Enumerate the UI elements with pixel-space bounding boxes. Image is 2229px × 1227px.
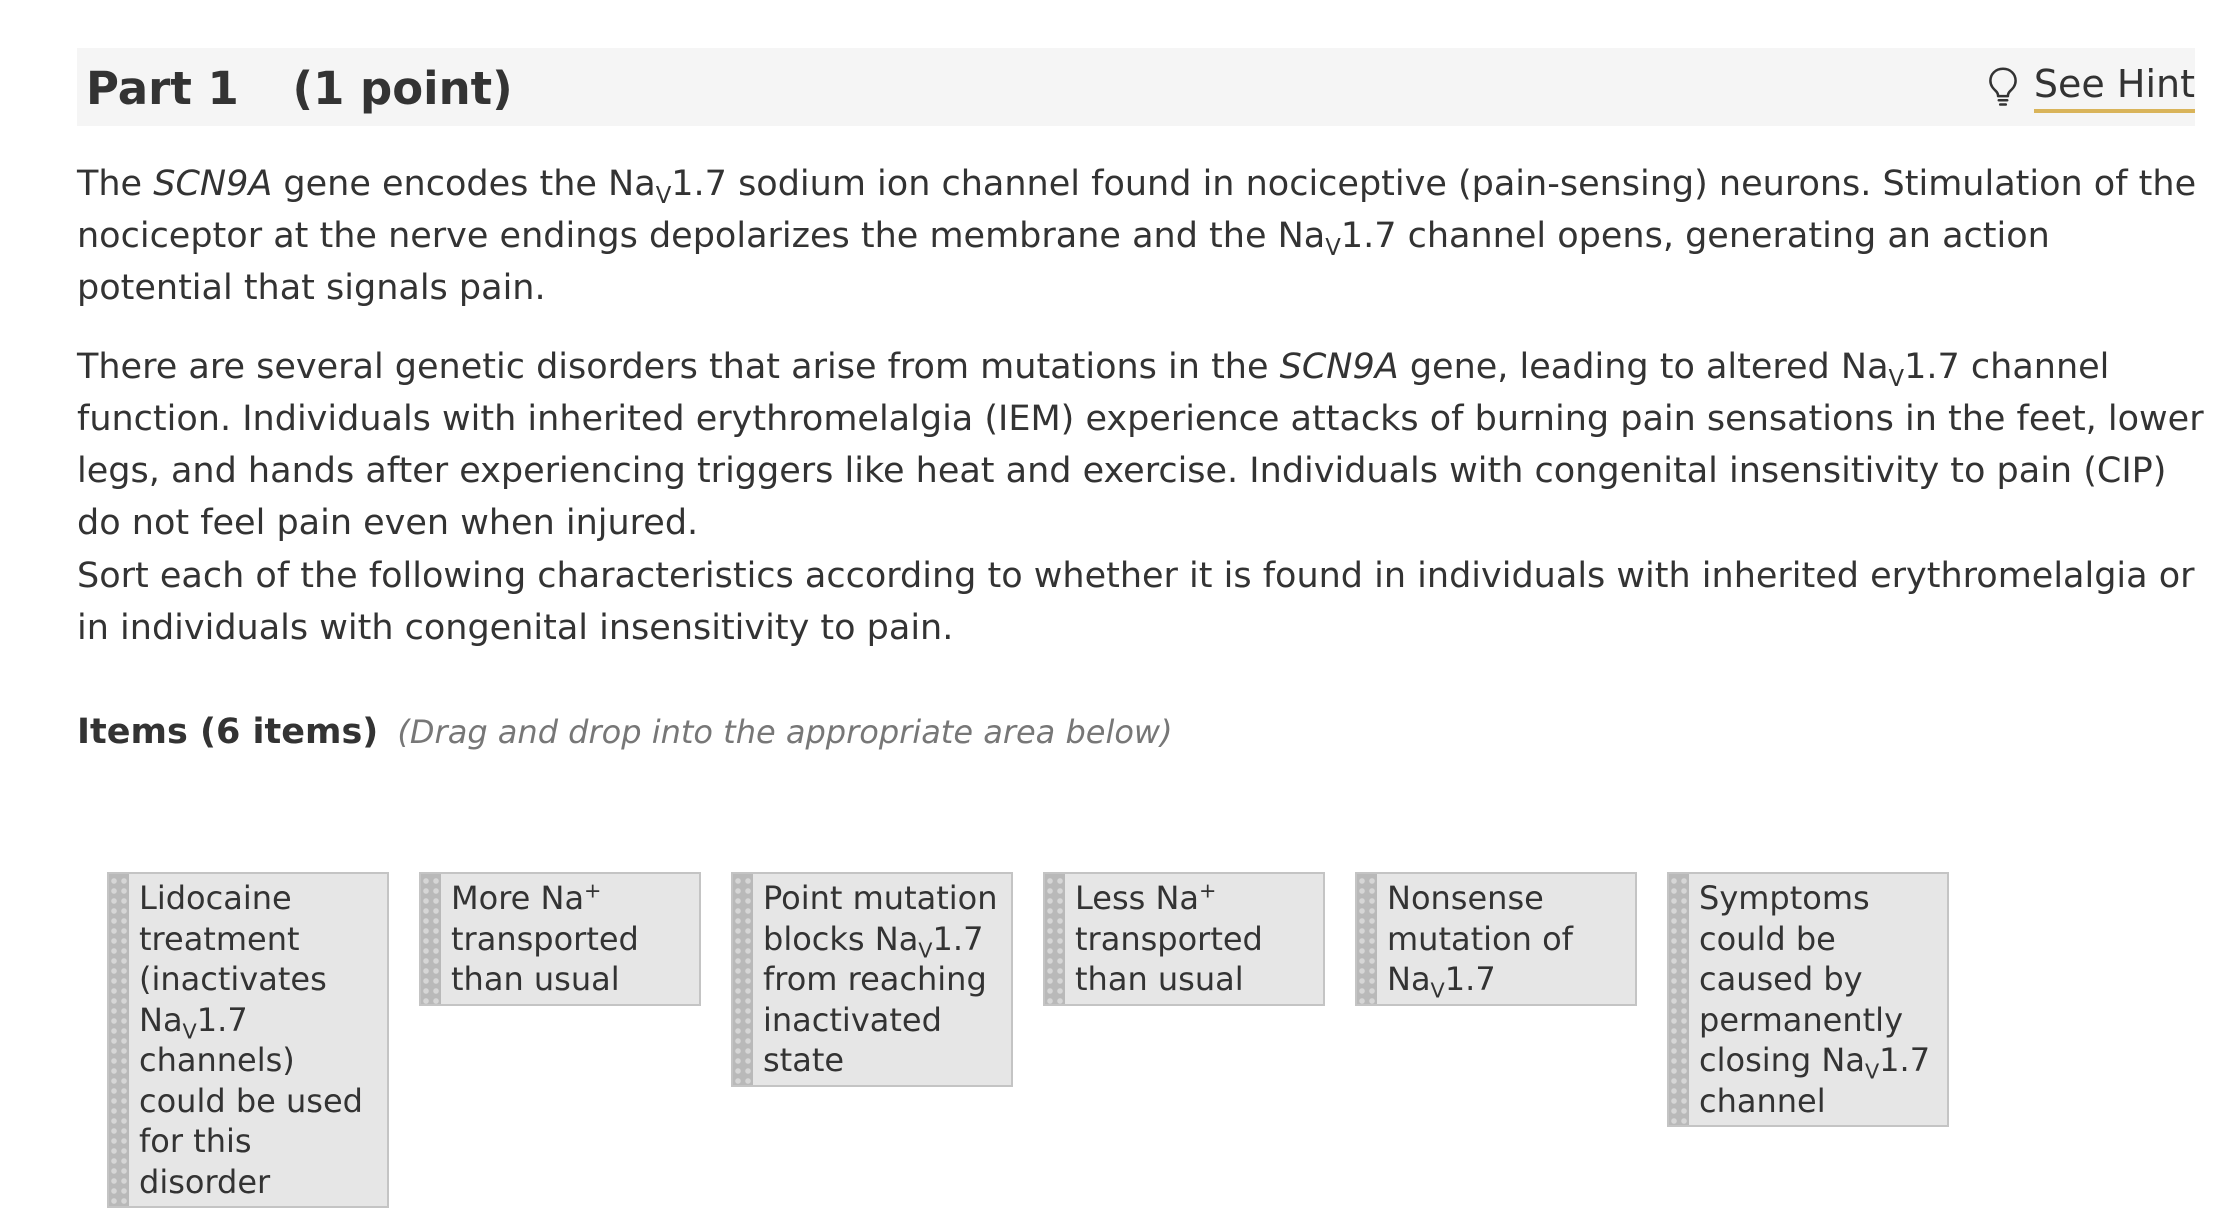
items-header xyxy=(77,706,1173,758)
drag-item-label: Nonsense mutation of $Na_V1.7$ xyxy=(1387,879,1573,1003)
drag-item-1[interactable] xyxy=(107,872,389,1208)
lightbulb-icon xyxy=(1986,66,2020,108)
drag-item-label: Less Na+ transported than usual xyxy=(1075,878,1263,998)
drag-handle[interactable] xyxy=(1045,874,1065,1004)
instructions-paragraph: Sort each of the following characteristics according to whether it is found in individuals with inherited erythromelalgia or in individuals with congenital insensitivity to pain. xyxy=(77,556,2195,648)
drag-item-label: Symptoms could be caused by permanently closing $Na_V1.7$ channel xyxy=(1699,879,1931,1120)
drag-handle[interactable] xyxy=(733,874,753,1085)
drag-item-3[interactable] xyxy=(731,872,1013,1087)
intro-paragraph-2: There are several genetic disorders that arise from mutations in the SCN9A gene, leading to altered $Na_V1.7$ channel function. Individuals with inherited erythromelalgia (IEM) experience attacks of burning pain sensations in the feet, lower legs, and hands after experiencing triggers like heat and exercise. Individuals with congenital insensitivity to pain (CIP) do not feel pain even when injured. xyxy=(77,347,2204,543)
drag-handle[interactable] xyxy=(1669,874,1689,1125)
see-hint-button[interactable] xyxy=(1986,58,2195,116)
drag-handle[interactable] xyxy=(421,874,441,1004)
drag-item-2[interactable] xyxy=(419,872,701,1006)
items-instructions: (Drag and drop into the appropriate area below) xyxy=(397,713,1173,751)
part-label: Part 1 xyxy=(86,62,239,115)
drag-item-6[interactable] xyxy=(1667,872,1949,1127)
part-title xyxy=(86,62,513,115)
drag-handle[interactable] xyxy=(109,874,129,1206)
drag-item-5[interactable] xyxy=(1355,872,1637,1006)
items-count-label: Items (6 items) xyxy=(77,712,379,752)
drag-item-label: More Na+ transported than usual xyxy=(451,878,639,998)
part-header xyxy=(77,48,2195,126)
drag-item-label: Lidocaine treatment (inactivates $Na_V1.7$ channels) could be used for this disorder xyxy=(139,879,363,1201)
drag-handle[interactable] xyxy=(1357,874,1377,1004)
drag-item-label: Point mutation blocks $Na_V1.7$ from reaching inactivated state xyxy=(763,879,998,1079)
intro-paragraph-1: The SCN9A gene encodes the $Na_V1.7$ sodium ion channel found in nociceptive (pain-sensing) neurons. Stimulation of the nociceptor at the nerve endings depolarizes the membrane and the $Na_V1.7$ channel opens, generating an action potential that signals pain. xyxy=(77,164,2197,308)
part-points: (1 point) xyxy=(292,62,513,115)
see-hint-label: See Hint xyxy=(2034,61,2195,113)
drag-item-4[interactable] xyxy=(1043,872,1325,1006)
